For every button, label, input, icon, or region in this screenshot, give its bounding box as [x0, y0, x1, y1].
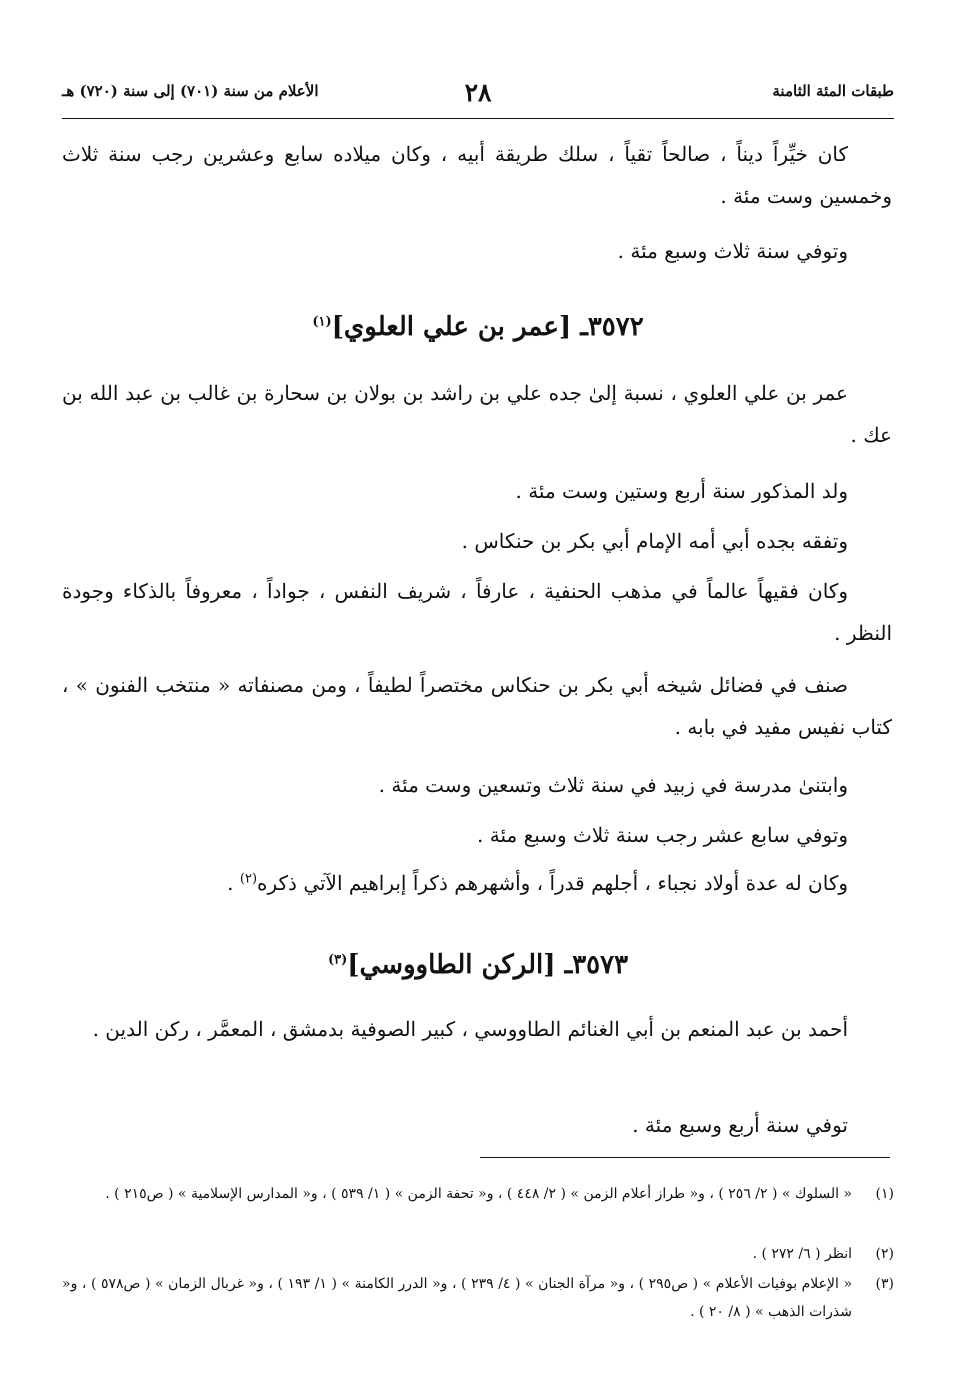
- entry-3573-paragraph-2: توفي سنة أربع وسبع مئة .: [632, 1113, 848, 1137]
- entry-3572-paragraph-8: [62, 862, 892, 904]
- entry-3573-title: [62, 950, 894, 980]
- entry-3572-paragraph-8-text: وكان له عدة أولاد نجباء ، أجلهم قدراً ، وأشهرهم ذكراً إبراهيم الآتي ذكره: [257, 871, 848, 895]
- entry-3572-paragraph-7: وتوفي سابع عشر رجب سنة ثلاث وسبع مئة .: [477, 823, 848, 847]
- intro-death-note: وتوفي سنة ثلاث وسبع مئة .: [617, 239, 848, 263]
- entry-3572-paragraph-6: وابتنىٰ مدرسة في زبيد في سنة ثلاث وتسعين وست مئة .: [378, 773, 848, 797]
- entry-3572-paragraph-3: وتفقه بجده أبي أمه الإمام أبي بكر بن حنكاس .: [461, 529, 848, 553]
- footnote-text: انظر ( ٦/ ٢٧٢ ) .: [752, 1246, 852, 1262]
- entry-3572-paragraph-2: ولد المذكور سنة أربع وستين وست مئة .: [515, 479, 848, 503]
- header-divider: [62, 118, 894, 119]
- footnote-3: [62, 1270, 894, 1326]
- footnote-2: [62, 1240, 894, 1268]
- footnote-number: (١): [875, 1186, 894, 1202]
- page-number: ٢٨: [464, 78, 492, 107]
- entry-3572-paragraph-1: عمر بن علي العلوي ، نسبة إلىٰ جده علي بن راشد بن بولان بن سحارة بن غالب بن عبد الله بن عك .: [62, 381, 892, 447]
- entry-3572-paragraph-8-tail: .: [227, 871, 240, 895]
- footnote-ref-1[interactable]: (١): [312, 314, 332, 330]
- footnote-text: « الإعلام بوفيات الأعلام » ( ص٢٩٥ ) ، و« مرآة الجنان » ( ٤/ ٢٣٩ ) ، و« الدرر الكامنة » ( ١/ ١٩٣ ) ، و« غربال الزمان » ( ص٥٧٨ ) ، و« شذرات الذهب » ( ٨/ ٢٠ ) .: [62, 1276, 853, 1320]
- entry-3573-paragraph-1: أحمد بن عبد المنعم بن أبي الغنائم الطاووسي ، كبير الصوفية بدمشق ، المعمَّر ، ركن الدين .: [92, 1017, 848, 1041]
- footnote-number: (٢): [875, 1246, 894, 1262]
- header-range: الأعلام من سنة (٧٠١) إلى سنة (٧٢٠) هـ: [62, 82, 319, 100]
- entry-3572-paragraph-4: وكان فقيهاً عالماً في مذهب الحنفية ، عارفاً ، شريف النفس ، جواداً ، معروفاً بالذكاء وجودة النظر .: [62, 579, 892, 645]
- footnote-number: (٣): [875, 1276, 894, 1292]
- running-header: [62, 78, 894, 114]
- footnote-text: « السلوك » ( ٢/ ٢٥٦ ) ، و« طراز أعلام الزمن » ( ٢/ ٤٤٨ ) ، و« تحفة الزمن » ( ١/ ٥٣٩ ) ، و« المدارس الإسلامية » ( ص٢١٥ ) .: [105, 1186, 852, 1202]
- footnote-ref-3[interactable]: (٣): [327, 952, 348, 968]
- entry-3572-paragraph-5: صنف في فضائل شيخه أبي بكر بن حنكاس مختصراً لطيفاً ، ومن مصنفاته « منتخب الفنون » ، كتاب نفيس مفيد في بابه .: [62, 673, 892, 739]
- entry-3572-title: [62, 312, 894, 342]
- intro-paragraph: كان خيِّراً ديناً ، صالحاً تقياً ، سلك طريقة أبيه ، وكان ميلاده سابع وعشرين رجب سنة ثلاث وخمسين وست مئة .: [62, 142, 892, 208]
- footnote-1: [62, 1180, 894, 1208]
- entry-3572-title-text: ٣٥٧٢ـ [عمر بن علي العلوي]: [331, 312, 644, 342]
- footnote-divider: [480, 1157, 890, 1158]
- footnote-ref-2[interactable]: (٢): [239, 871, 258, 887]
- entry-3573-title-text: ٣٥٧٣ـ [الركن الطاووسي]: [347, 950, 629, 980]
- header-book-title: طبقات المئة الثامنة: [772, 82, 894, 100]
